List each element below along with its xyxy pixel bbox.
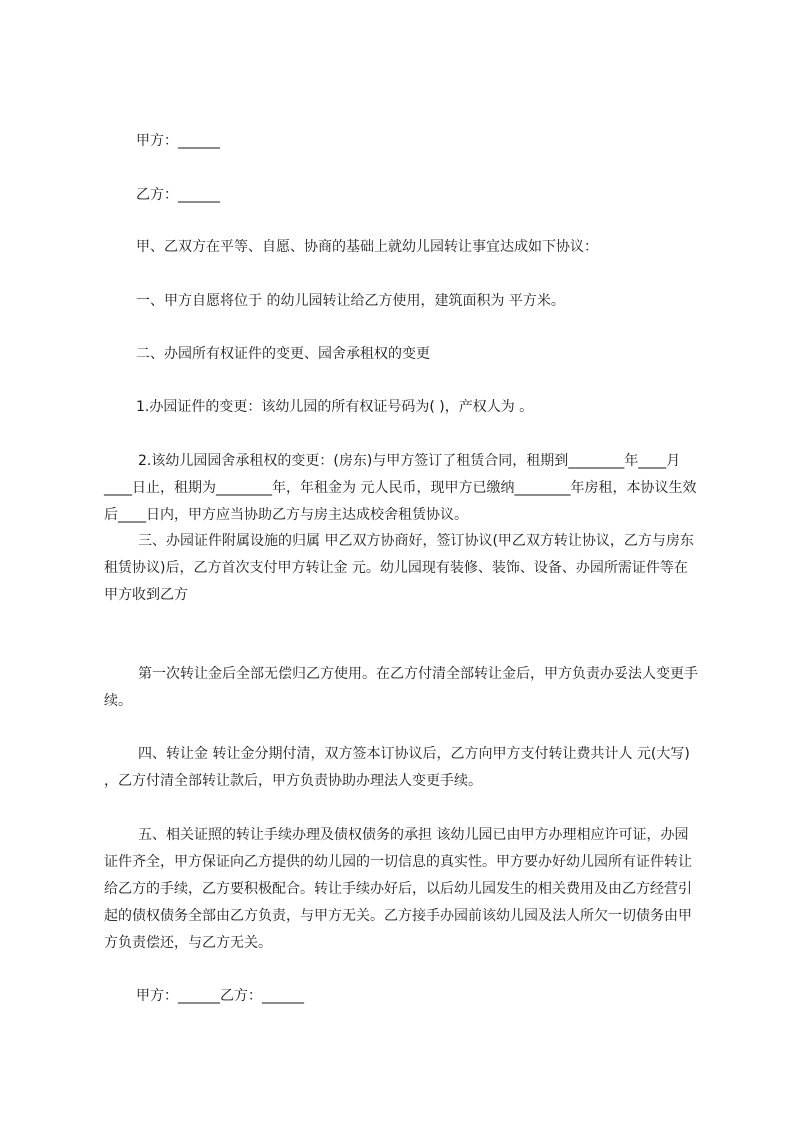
clause-3: 三、办园证件附属设施的归属 甲乙双方协商好，签订协议(甲乙双方转让协议，乙方与房东租赁协议)后，乙方首次支付甲方转让金 元。幼儿园现有装修、装饰、设备、办园所需证件等在甲方收到乙方: [104, 533, 694, 603]
clause-5: 五、相关证照的转让手续办理及债权债务的承担 该幼儿园已由甲方办理相应许可证，办园证件齐全，甲方保证向乙方提供的幼儿园的一切信息的真实性。甲方要办好幼儿园所有证件转让给乙方的手续，乙方要积极配合。转让手续办好后，以后幼儿园发生的相关费用及由乙方经营引起的债权债务全部由乙方负责，与甲方无关。乙方接手办园前该幼儿园及法人所欠一切债务由甲方负责偿还，与乙方无关。: [104, 827, 692, 951]
clause-2-item-2: 2.该幼儿园园舍承租权的变更：(房东)与甲方签订了租赁合同，租期到________年____月____日止，租期为________年，年租金为 元人民币，现甲方已缴纳________年房租，本协议生效后____日内，甲方应当协助乙方与房主达成校舍租赁协议。: [104, 453, 697, 523]
signature-line: 甲方：______乙方：______: [136, 988, 304, 1004]
clause-3-continued: 第一次转让金后全部无偿归乙方使用。在乙方付清全部转让金后，甲方负责办妥法人变更手续。: [104, 666, 698, 709]
clause-4: 四、转让金 转让金分期付清，双方签本订协议后，乙方向甲方支付转让费共计人 元(大写) ，乙方付清全部转让款后，甲方负责协助办理法人变更手续。: [104, 746, 690, 789]
clause-2-title: 二、办园所有权证件的变更、园舍承租权的变更: [136, 346, 430, 362]
intro-paragraph: 甲、乙双方在平等、自愿、协商的基础上就幼儿园转让事宜达成如下协议：: [136, 239, 598, 255]
clause-1: 一、甲方自愿将位于 的幼儿园转让给乙方使用，建筑面积为 平方米。: [136, 293, 565, 309]
party-a-line: 甲方：______: [136, 133, 220, 149]
party-b-line: 乙方：______: [136, 187, 220, 203]
clause-2-item-1: 1.办园证件的变更：该幼儿园的所有权证号码为( )，产权人为 。: [136, 399, 534, 415]
